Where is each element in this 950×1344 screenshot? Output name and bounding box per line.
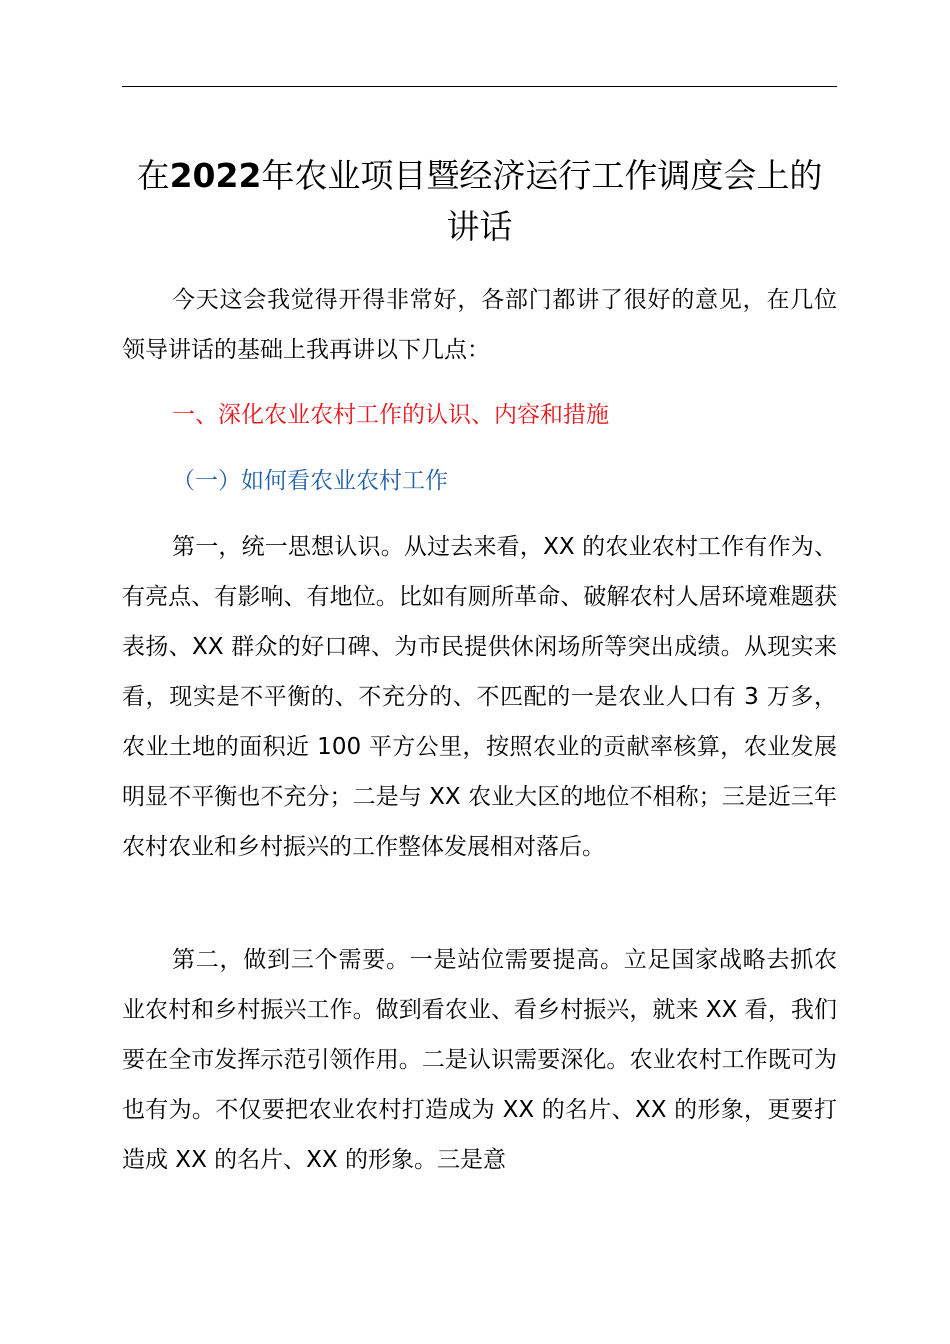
title-prefix: 在 xyxy=(136,156,170,195)
paragraph-2: 第二，做到三个需要。一是站位需要提高。立足国家战略去抓农业农村和乡村振兴工作。做到看农业、看乡村振兴，就来 XX 看，我们要在全市发挥示范引领作用。二是认识需要深化。农业农村工作既可为也有为。不仅要把农业农村打造成为 XX 的名片、XX 的形象，更要打造成 XX 的名片、XX 的形象。三是意 xyxy=(122,947,837,1173)
subsection-heading: （一）如何看农业农村工作 xyxy=(172,468,448,494)
section-heading: 一、深化农业农村工作的认识、内容和措施 xyxy=(172,402,609,428)
paragraph-1: 第一，统一思想认识。从过去来看，XX 的农业农村工作有作为、有亮点、有影响、有地位。比如有厕所革命、破解农村人居环境难题获表扬、XX 群众的好口碑、为市民提供休闲场所等突出成绩。从现实来看，现实是不平衡的、不充分的、不匹配的一是农业人口有 3 万多，农业土地的面积近 100 平方公里，按照农业的贡献率核算，农业发展明显不平衡也不充分；二是与 XX 农业大区的地位不相称；三是近三年农村农业和乡村振兴的工作整体发展相对落后。 xyxy=(122,534,837,860)
intro-paragraph: 今天这会我觉得开得非常好，各部门都讲了很好的意见，在几位领导讲话的基础上我再讲以下几点： xyxy=(122,287,837,363)
header-rule xyxy=(122,86,837,87)
document-title xyxy=(122,150,837,252)
title-suffix: 年农业项目暨经济运行工作调度会上的讲话 xyxy=(261,156,823,246)
title-year: 2022 xyxy=(169,156,262,195)
